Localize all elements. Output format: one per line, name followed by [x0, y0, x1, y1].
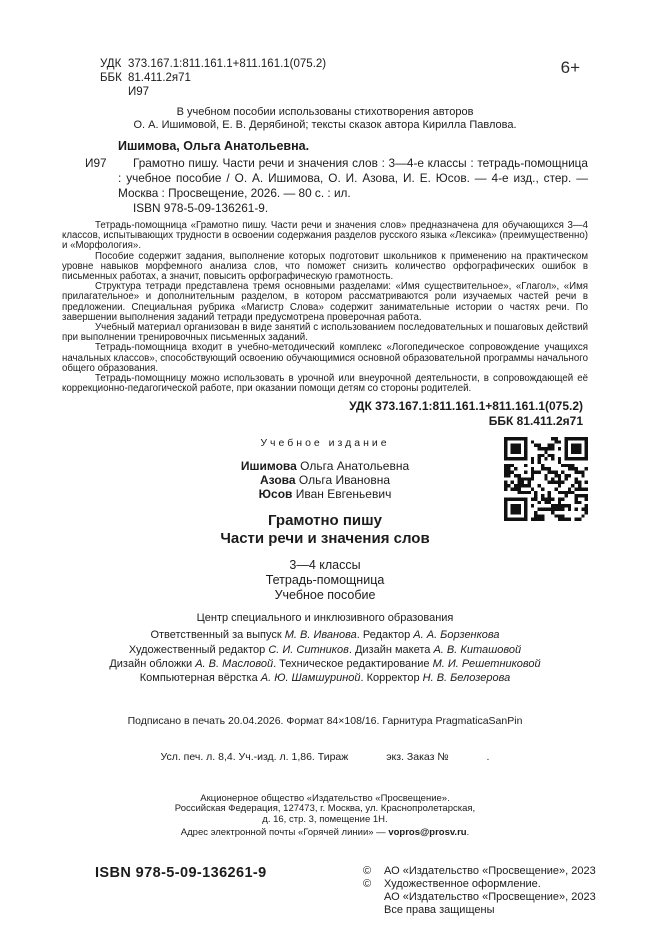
credits-note-line2: О. А. Ишимовой, Е. В. Дерябиной; тексты сказок автора Кирилла Павлова.: [133, 119, 517, 131]
author-mark-value: И97: [128, 86, 150, 98]
print-info-line2: Усл. печ. л. 8,4. Уч.-изд. л. 1,86. Тираж экз. Заказ № .: [160, 750, 490, 763]
subtitle-block: [0, 558, 650, 603]
copyright-text: Художественное оформление.: [384, 878, 541, 891]
staff-line: Художественный редактор С. И. Ситников. Дизайн макета А. В. Киташовой: [128, 643, 522, 656]
author-heading: Ишимова, Ольга Анатольевна.: [118, 139, 310, 153]
udk-label: УДК: [100, 58, 122, 70]
udk-footer: УДК 373.167.1:811.161.1+811.161.1(075.2): [349, 399, 583, 414]
bbk-label: ББК: [100, 72, 122, 84]
publisher-address-line1: Российская Федерация, 127473, г. Москва, ул. Краснопролетарская,: [174, 803, 476, 815]
grade-range: 3—4 классы: [289, 558, 361, 573]
staff-line: Компьютерная вёрстка А. Ю. Шамшуриной. Корректор Н. В. Белозерова: [139, 672, 511, 685]
annotation-paragraph: Учебный материал организован в виде занятий с использованием последовательных и пошаговых действий при выполнении тренировочных письменных заданий.: [62, 322, 588, 344]
series-label: Тетрадь-помощница: [265, 573, 385, 588]
book-title-line2: Части речи и значения слов: [220, 529, 430, 547]
credits-note: [0, 106, 650, 132]
copyright-line: [363, 891, 596, 904]
author-surname: Юсов: [258, 487, 293, 502]
credits-note-line1: В учебном пособии использованы стихотворения авторов: [176, 106, 474, 118]
annotation-paragraph: Структура тетради представлена тремя основными разделами: «Имя существительное», «Глагол», «Имя прилагательное» и дополнительным разделом, в котором рассматриваются роли изучаемых частей речи в предложении. Специальная рубрика «Магистр Слова» содержит занимательные истории о частях речи. По завершении выполнения заданий тетради предусмотрена проверочная работа.: [62, 281, 588, 323]
isbn-footer: ISBN 978-5-09-136261-9: [95, 865, 267, 882]
bibliographic-isbn: ISBN 978-5-09-136261-9.: [133, 201, 269, 215]
annotation-block: [62, 221, 588, 394]
staff-line: Ответственный за выпуск М. В. Иванова. Редактор А. А. Борзенкова: [150, 629, 500, 642]
bibliographic-record: [85, 156, 588, 216]
author-given-name: Ольга Ивановна: [298, 473, 390, 488]
bbk-footer: ББК 81.411.2я71: [488, 413, 583, 428]
publisher-address-line2: д. 16, стр. 3, помещение 1Н.: [262, 813, 388, 825]
copyright-block: [363, 865, 596, 917]
author-mark-spacer: [100, 85, 128, 99]
annotation-paragraph: Тетрадь-помощница входит в учебно-методический комплекс «Логопедическое сопровождение учащихся начальных классов», способствующий освоению обучающимися основной образовательной программы начального общего образования.: [62, 342, 588, 374]
bibliographic-description: Грамотно пишу. Части речи и значения слов : 3—4-е классы : тетрадь-помощница : учебное пособие / О. А. Ишимова, О. И. Азова, И. Е. Юсов. — 4-е изд., стер. — Москва : Просвещение, 2026. — 80 с. : ил.: [118, 156, 588, 200]
copyright-text: АО «Издательство «Просвещение», 2023: [384, 865, 596, 878]
annotation-paragraph: Тетрадь-помощницу можно использовать в урочной или внеурочной деятельности, в сопровождающей её коррекционно-педагогической работе, при оказании помощи детям со стороны родителей.: [62, 373, 588, 395]
age-rating-badge: 6+: [560, 58, 580, 77]
copyright-symbol: [363, 904, 384, 917]
qr-code: [504, 437, 588, 521]
bibliographic-author-mark: И97: [85, 156, 107, 170]
copyright-line: [363, 904, 596, 917]
print-info-line1: Подписано в печать 20.04.2026. Формат 84×108/16. Гарнитура PragmaticaSanPin: [127, 714, 523, 727]
copyright-symbol: ©: [363, 865, 372, 878]
classification-footer: [0, 399, 583, 428]
author-given-name: Иван Евгеньевич: [295, 487, 392, 502]
bbk-value: 81.411.2я71: [128, 72, 191, 84]
copyright-line: [363, 878, 596, 891]
book-title-line1: Грамотно пишу: [268, 512, 382, 530]
copyright-text: Все права защищены: [384, 904, 495, 917]
publishing-center-line: Центр специального и инклюзивного образования: [196, 612, 454, 625]
author-surname: Ишимова: [240, 459, 297, 474]
author-surname: Азова: [260, 473, 296, 488]
staff-credits: [0, 628, 650, 685]
author-given-name: Ольга Анатольевна: [300, 459, 410, 474]
copyright-line: [363, 865, 596, 878]
hotline-email-line: Адрес электронной почты «Горячей линии» — vopros@prosv.ru.: [180, 827, 470, 839]
copyright-symbol: [363, 891, 384, 904]
annotation-paragraph: Тетрадь-помощница «Грамотно пишу. Части речи и значения слов» предназначена для обучающихся 3—4 классов, испытывающих трудности в освоении содержания разделов русского языка «Лексика» (преимущественно) и «Морфология».: [62, 220, 588, 252]
print-info: [0, 691, 650, 787]
edition-kind: Учебное пособие: [274, 588, 376, 603]
publisher-name: Акционерное общество «Издательство «Просвещение».: [200, 792, 450, 804]
edition-type-label: Учебное издание: [260, 437, 390, 450]
staff-line: Дизайн обложки А. В. Масловой. Техническое редактирование М. И. Решетниковой: [109, 658, 541, 671]
author-mark-row: [100, 85, 650, 99]
udk-value: 373.167.1:811.161.1+811.161.1(075.2): [128, 58, 327, 70]
annotation-paragraph: Пособие содержит задания, выполнение которых подготовит школьников к применению на практическом уровне навыков морфемного анализа слов, что поможет снизить количество орфографических ошибок в письменных работах, а значит, повысить орфографическую грамотность.: [62, 250, 588, 283]
footer-row: [0, 865, 650, 925]
publisher-address: [0, 794, 650, 826]
copyright-text: АО «Издательство «Просвещение», 2023: [384, 891, 596, 904]
edition-block: [0, 437, 650, 547]
copyright-symbol: ©: [363, 878, 372, 891]
